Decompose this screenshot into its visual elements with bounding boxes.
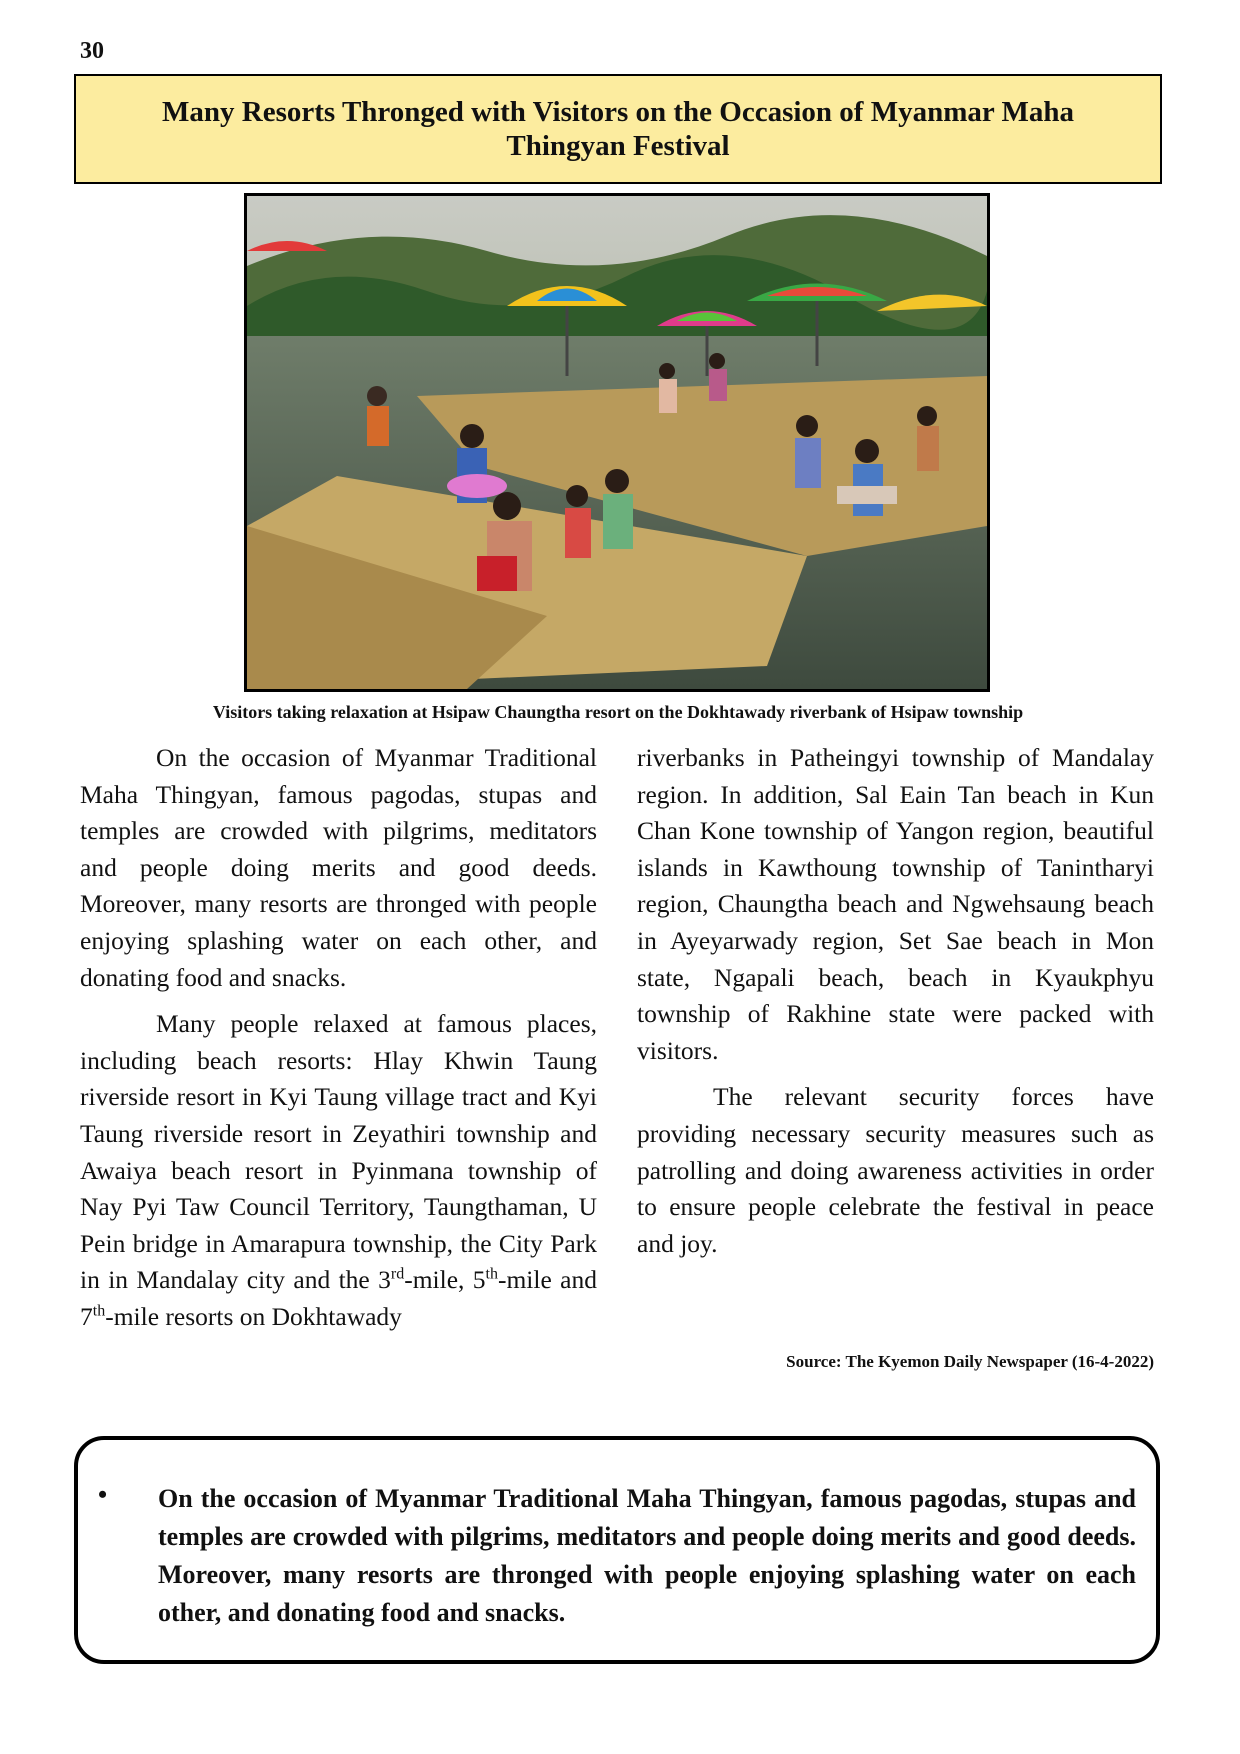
- article-paragraph-2-continued: riverbanks in Patheingyi township of Mandalay region. In addition, Sal Eain Tan beach in Kun Chan Kone township of Yangon region, beautiful islands in Kawthoung township of Tanintharyi region, Chaungtha beach and Ngwehsaung beach in Ayeyarwady region, Set Sae beach in Mon state, Ngapali beach, beach in Kyaukphyu township of Rakhine state were packed with visitors.: [637, 743, 1154, 1065]
- photo-caption: Visitors taking relaxation at Hsipaw Chaungtha resort on the Dokhtawady riverbank of Hsipaw township: [212, 702, 1024, 722]
- river-resort-photo: [247, 196, 987, 689]
- article-paragraph-1: On the occasion of Myanmar Traditional Maha Thingyan, famous pagodas, stupas and temples are crowded with pilgrims, meditators and people doing merits and good deeds. Moreover, many resorts are thronged with people enjoying splashing water on each other, and donating food and snacks.: [80, 743, 597, 992]
- source-citation: Source: The Kyemon Daily Newspaper (16-4-2022): [786, 1352, 1154, 1371]
- title-box: [74, 74, 1162, 184]
- article-column-left: [80, 740, 597, 1346]
- summary-text: On the occasion of Myanmar Traditional Maha Thingyan, famous pagodas, stupas and temples are crowded with pilgrims, meditators and people doing merits and good deeds. Moreover, many resorts are thronged with people enjoying splashing water on each other, and donating food and snacks.: [158, 1484, 1136, 1627]
- article-photo: [244, 193, 990, 692]
- article-title: Many Resorts Thronged with Visitors on the Occasion of Myanmar Maha Thingyan Festival: [162, 96, 1074, 162]
- article-paragraph-3: The relevant security forces have providing necessary security measures such as patrolling and doing awareness activities in order to ensure people celebrate the festival in peace and joy.: [637, 1082, 1154, 1258]
- bullet-icon: •: [98, 1480, 108, 1509]
- article-column-right: [637, 740, 1154, 1272]
- summary-box: [74, 1436, 1160, 1664]
- article-paragraph-2: Many people relaxed at famous places, including beach resorts: Hlay Khwin Taung riverside resort in Kyi Taung village tract and Kyi Taung riverside resort in Zeyathiri township and Awaiya beach resort in Pyinmana township of Nay Pyi Taw Council Territory, Taungthaman, U Pein bridge in Amarapura township, the City Park in in Mandalay city and the 3rd-mile, 5th-mile and 7th-mile resorts on Dokhtawady: [80, 1009, 597, 1331]
- page-number: 30: [80, 38, 104, 64]
